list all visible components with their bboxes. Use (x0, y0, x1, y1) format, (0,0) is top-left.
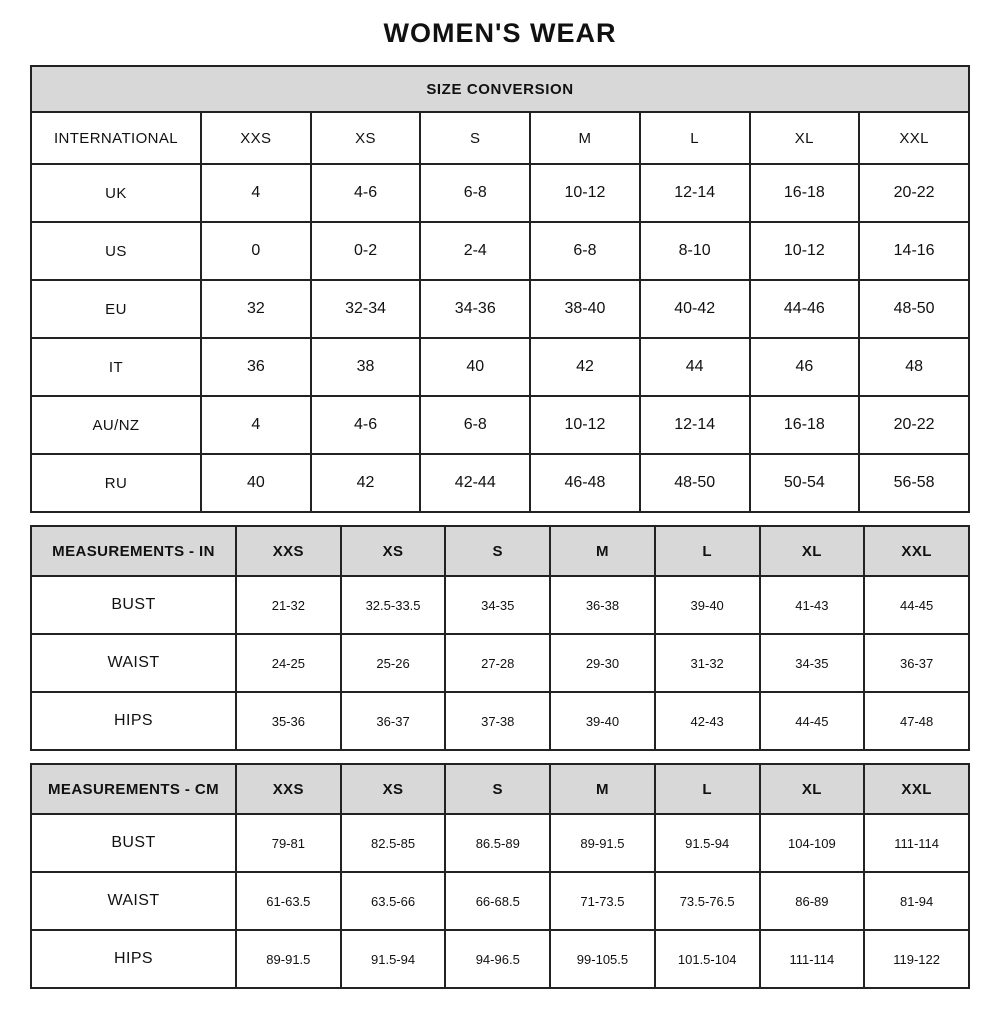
row-label: AU/NZ (31, 396, 201, 454)
cell-value: 42-44 (420, 454, 530, 512)
column-header: L (655, 764, 760, 814)
measurements-in-table (30, 525, 970, 751)
cell-value: 42 (530, 338, 640, 396)
cell-value: 16-18 (750, 396, 860, 454)
row-label: WAIST (31, 634, 236, 692)
cell-value: 86-89 (760, 872, 865, 930)
column-header: XS (311, 112, 421, 164)
cell-value: 20-22 (859, 164, 969, 222)
cell-value: 79-81 (236, 814, 341, 872)
cell-value: 34-35 (760, 634, 865, 692)
table-row (31, 634, 969, 692)
cell-value: 89-91.5 (550, 814, 655, 872)
cell-value: 89-91.5 (236, 930, 341, 988)
cell-value: 36-37 (864, 634, 969, 692)
table-row (31, 930, 969, 988)
cell-value: 104-109 (760, 814, 865, 872)
header-row (31, 764, 969, 814)
cell-value: 12-14 (640, 164, 750, 222)
column-header: L (640, 112, 750, 164)
cell-value: 4-6 (311, 396, 421, 454)
cell-value: 73.5-76.5 (655, 872, 760, 930)
table-row (31, 280, 969, 338)
size-conversion-table (30, 65, 970, 513)
cell-value: 47-48 (864, 692, 969, 750)
row-label: BUST (31, 576, 236, 634)
cell-value: 0-2 (311, 222, 421, 280)
table-title: SIZE CONVERSION (31, 66, 969, 112)
row-label: IT (31, 338, 201, 396)
cell-value: 71-73.5 (550, 872, 655, 930)
cell-value: 56-58 (859, 454, 969, 512)
cell-value: 36-37 (341, 692, 446, 750)
table-row (31, 164, 969, 222)
cell-value: 25-26 (341, 634, 446, 692)
column-header: XL (760, 764, 865, 814)
row-header-label: INTERNATIONAL (31, 112, 201, 164)
cell-value: 2-4 (420, 222, 530, 280)
cell-value: 66-68.5 (445, 872, 550, 930)
cell-value: 32-34 (311, 280, 421, 338)
cell-value: 10-12 (530, 396, 640, 454)
page-title: WOMEN'S WEAR (383, 18, 617, 48)
cell-value: 27-28 (445, 634, 550, 692)
cell-value: 38 (311, 338, 421, 396)
cell-value: 0 (201, 222, 311, 280)
cell-value: 40 (201, 454, 311, 512)
column-header: XXS (201, 112, 311, 164)
cell-value: 40 (420, 338, 530, 396)
cell-value: 111-114 (760, 930, 865, 988)
column-header: XL (750, 112, 860, 164)
row-label: RU (31, 454, 201, 512)
column-header: XL (760, 526, 865, 576)
row-label: US (31, 222, 201, 280)
cell-value: 10-12 (750, 222, 860, 280)
column-header: S (445, 526, 550, 576)
cell-value: 94-96.5 (445, 930, 550, 988)
table-banner-row (31, 66, 969, 112)
cell-value: 14-16 (859, 222, 969, 280)
cell-value: 40-42 (640, 280, 750, 338)
cell-value: 44-45 (760, 692, 865, 750)
cell-value: 42-43 (655, 692, 760, 750)
row-header-label: MEASUREMENTS - IN (31, 526, 236, 576)
cell-value: 119-122 (864, 930, 969, 988)
table-row (31, 222, 969, 280)
column-header: XXL (864, 764, 969, 814)
cell-value: 8-10 (640, 222, 750, 280)
row-label: WAIST (31, 872, 236, 930)
cell-value: 101.5-104 (655, 930, 760, 988)
table-row (31, 872, 969, 930)
cell-value: 91.5-94 (655, 814, 760, 872)
cell-value: 41-43 (760, 576, 865, 634)
row-label: HIPS (31, 930, 236, 988)
cell-value: 61-63.5 (236, 872, 341, 930)
cell-value: 44 (640, 338, 750, 396)
column-header: XXL (859, 112, 969, 164)
cell-value: 6-8 (420, 396, 530, 454)
cell-value: 37-38 (445, 692, 550, 750)
cell-value: 31-32 (655, 634, 760, 692)
cell-value: 35-36 (236, 692, 341, 750)
cell-value: 99-105.5 (550, 930, 655, 988)
cell-value: 44-45 (864, 576, 969, 634)
cell-value: 82.5-85 (341, 814, 446, 872)
column-header: XXS (236, 764, 341, 814)
cell-value: 24-25 (236, 634, 341, 692)
table-row (31, 692, 969, 750)
header-row (31, 112, 969, 164)
cell-value: 10-12 (530, 164, 640, 222)
row-label: HIPS (31, 692, 236, 750)
column-header: L (655, 526, 760, 576)
row-label: BUST (31, 814, 236, 872)
table-row (31, 338, 969, 396)
cell-value: 16-18 (750, 164, 860, 222)
cell-value: 81-94 (864, 872, 969, 930)
column-header: XS (341, 764, 446, 814)
cell-value: 91.5-94 (341, 930, 446, 988)
table-row (31, 814, 969, 872)
cell-value: 6-8 (420, 164, 530, 222)
cell-value: 4 (201, 164, 311, 222)
row-label: EU (31, 280, 201, 338)
table-row (31, 576, 969, 634)
cell-value: 32 (201, 280, 311, 338)
column-header: S (445, 764, 550, 814)
column-header: XXS (236, 526, 341, 576)
cell-value: 48-50 (640, 454, 750, 512)
cell-value: 46 (750, 338, 860, 396)
column-header: M (550, 526, 655, 576)
header-row (31, 526, 969, 576)
cell-value: 29-30 (550, 634, 655, 692)
cell-value: 36-38 (550, 576, 655, 634)
cell-value: 39-40 (550, 692, 655, 750)
column-header: M (550, 764, 655, 814)
cell-value: 12-14 (640, 396, 750, 454)
cell-value: 6-8 (530, 222, 640, 280)
column-header: S (420, 112, 530, 164)
cell-value: 34-35 (445, 576, 550, 634)
cell-value: 44-46 (750, 280, 860, 338)
cell-value: 86.5-89 (445, 814, 550, 872)
cell-value: 39-40 (655, 576, 760, 634)
cell-value: 48 (859, 338, 969, 396)
column-header: M (530, 112, 640, 164)
cell-value: 42 (311, 454, 421, 512)
cell-value: 32.5-33.5 (341, 576, 446, 634)
cell-value: 21-32 (236, 576, 341, 634)
row-header-label: MEASUREMENTS - CM (31, 764, 236, 814)
measurements-cm-table (30, 763, 970, 989)
table-row (31, 454, 969, 512)
cell-value: 63.5-66 (341, 872, 446, 930)
cell-value: 111-114 (864, 814, 969, 872)
table-row (31, 396, 969, 454)
cell-value: 20-22 (859, 396, 969, 454)
cell-value: 4 (201, 396, 311, 454)
column-header: XS (341, 526, 446, 576)
cell-value: 4-6 (311, 164, 421, 222)
cell-value: 36 (201, 338, 311, 396)
row-label: UK (31, 164, 201, 222)
column-header: XXL (864, 526, 969, 576)
cell-value: 38-40 (530, 280, 640, 338)
cell-value: 48-50 (859, 280, 969, 338)
cell-value: 46-48 (530, 454, 640, 512)
cell-value: 50-54 (750, 454, 860, 512)
cell-value: 34-36 (420, 280, 530, 338)
